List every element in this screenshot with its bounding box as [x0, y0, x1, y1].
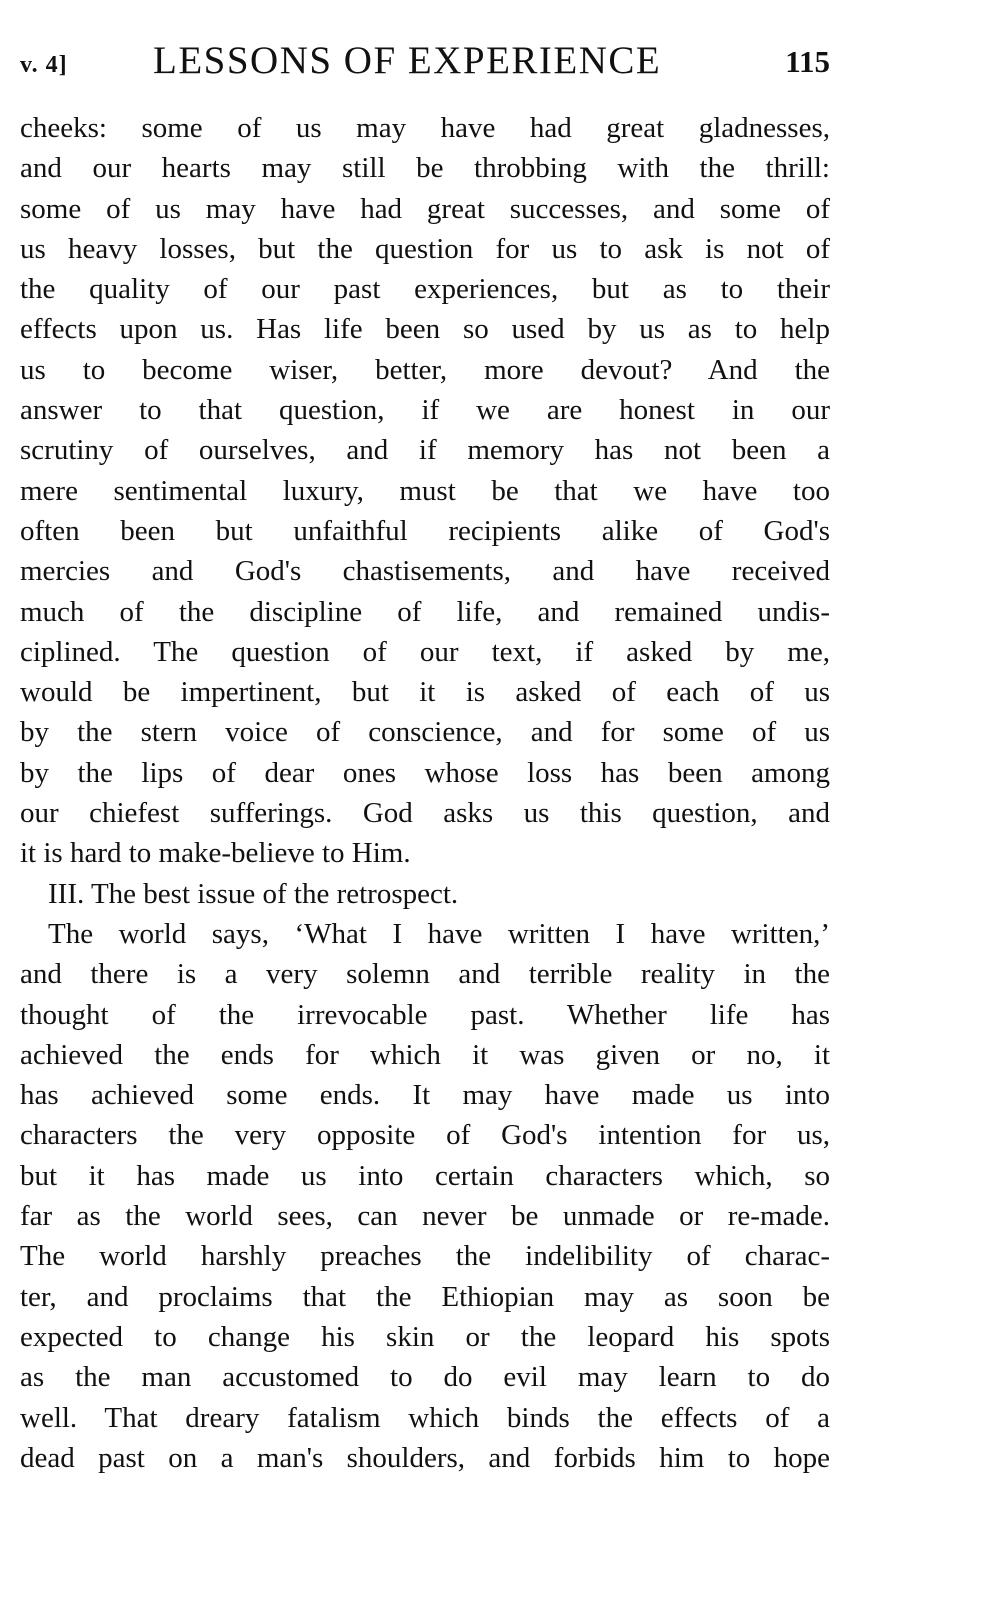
- text-line: us heavy losses, but the question for us to ask is not of: [20, 232, 830, 265]
- text-line: ciplined. The question of our text, if asked by me,: [20, 635, 830, 668]
- page-number: 115: [785, 44, 830, 79]
- body-text: [20, 108, 830, 1478]
- text-line: it is hard to make-believe to Him.: [20, 837, 411, 870]
- text-line: The world harshly preaches the indelibility of charac-: [20, 1240, 830, 1273]
- text-line: us to become wiser, better, more devout? And the: [20, 353, 830, 386]
- text-line: cheeks: some of us may have had great gladnesses,: [20, 112, 830, 144]
- page-header: [20, 38, 830, 86]
- text-line: and our hearts may still be throbbing with the thrill:: [20, 152, 830, 185]
- text-line: by the stern voice of conscience, and for some of us: [20, 716, 830, 749]
- text-line: the quality of our past experiences, but as to their: [20, 273, 830, 306]
- text-line: III. The best issue of the retrospect.: [48, 877, 459, 910]
- chapter-verse-reference: v. 4]: [20, 52, 68, 78]
- text-line: mere sentimental luxury, must be that we have too: [20, 474, 830, 507]
- section-heading: [20, 874, 830, 914]
- paragraph: [20, 914, 830, 1478]
- text-line: but it has made us into certain characters which, so: [20, 1159, 830, 1192]
- text-line: and there is a very solemn and terrible reality in the: [20, 958, 830, 991]
- text-line: much of the discipline of life, and remained undis-: [20, 595, 830, 628]
- text-line: as the man accustomed to do evil may learn to do: [20, 1361, 830, 1394]
- paragraph: [20, 108, 830, 874]
- text-line: effects upon us. Has life been so used by us as to help: [20, 313, 830, 346]
- text-line: thought of the irrevocable past. Whether life has: [20, 998, 830, 1031]
- text-line: achieved the ends for which it was given or no, it: [20, 1038, 830, 1071]
- text-line: scrutiny of ourselves, and if memory has not been a: [20, 434, 830, 467]
- text-line: answer to that question, if we are honest in our: [20, 394, 830, 427]
- text-line: expected to change his skin or the leopard his spots: [20, 1320, 830, 1353]
- text-line: dead past on a man's shoulders, and forbids him to hope: [20, 1441, 830, 1474]
- text-line: The world says, ‘What I have written I have written,’: [48, 917, 830, 950]
- text-line: by the lips of dear ones whose loss has been among: [20, 756, 830, 789]
- text-line: mercies and God's chastisements, and have received: [20, 555, 830, 588]
- text-line: ter, and proclaims that the Ethiopian may as soon be: [20, 1280, 830, 1313]
- text-line: our chiefest sufferings. God asks us this question, and: [20, 797, 830, 830]
- text-line: often been but unfaithful recipients alike of God's: [20, 514, 830, 547]
- running-title: LESSONS OF EXPERIENCE: [153, 39, 662, 82]
- text-line: well. That dreary fatalism which binds the effects of a: [20, 1401, 830, 1434]
- text-line: would be impertinent, but it is asked of each of us: [20, 676, 830, 709]
- text-line: characters the very opposite of God's intention for us,: [20, 1119, 830, 1152]
- text-line: has achieved some ends. It may have made us into: [20, 1079, 830, 1112]
- text-line: far as the world sees, can never be unmade or re-made.: [20, 1200, 830, 1233]
- text-line: some of us may have had great successes, and some of: [20, 192, 830, 225]
